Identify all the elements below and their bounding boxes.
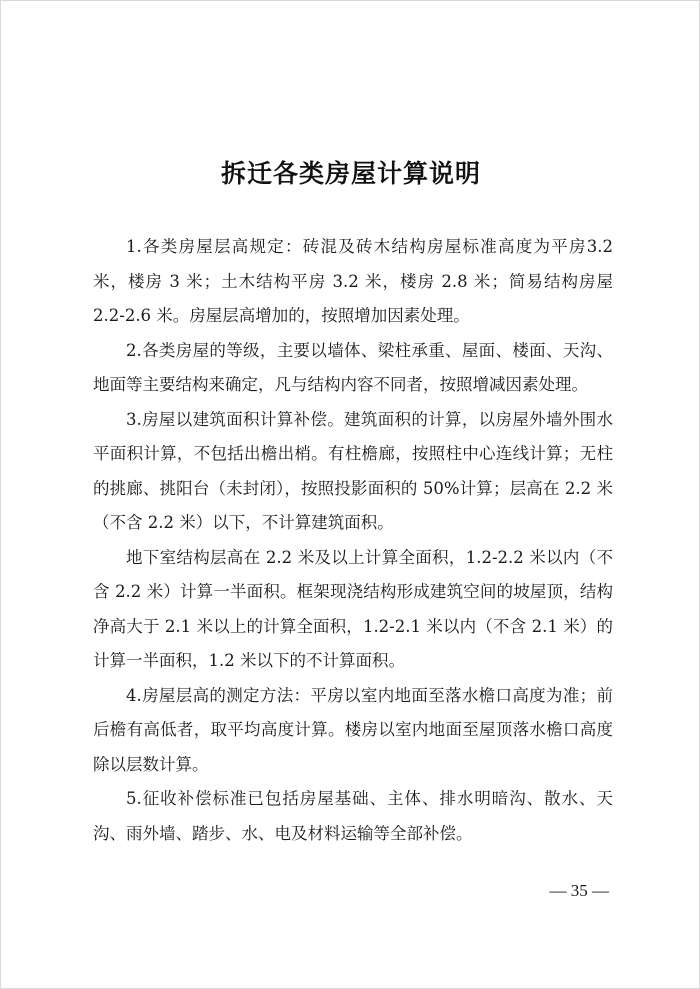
page-title: 拆迁各类房屋计算说明: [220, 159, 481, 188]
paragraph-1: 1.各类房屋层高规定：砖混及砖木结构房屋标准高度为平房3.2 米，楼房 3 米；土木结构平房 3.2 米，楼房 2.8 米；简易结构房屋 2.2-2.6 米。房屋层高增加的，按照增加因素处理。: [93, 237, 613, 325]
paragraph-5: 4.房屋层高的测定方法：平房以室内地面至落水檐口高度为准；前后檐有高低者，取平均高度计算。楼房以室内地面至屋顶落水檐口高度除以层数计算。: [93, 685, 613, 774]
paragraph-4: 地下室结构层高在 2.2 米及以上计算全面积，1.2-2.2 米以内（不含 2.2 米）计算一半面积。框架现浇结构形成建筑空间的坡屋顶，结构净高大于 2.1 米以上的计算全面积，1.2-2.1 米以内（不含 2.1 米）的计算一半面积，1.2 米以下的不计算面积。: [93, 547, 613, 670]
paragraph-3: 3.房屋以建筑面积计算补偿。建筑面积的计算，以房屋外墙外围水平面积计算，不包括出檐出梢。有柱檐廊，按照柱中心连线计算；无柱的挑廊、挑阳台（未封闭），按照投影面积的 50%计算；层高在 2.2 米（不含 2.2 米）以下，不计算建筑面积。: [93, 409, 613, 532]
paragraph-2: 2.各类房屋的等级，主要以墙体、梁柱承重、屋面、楼面、天沟、地面等主要结构来确定，凡与结构内容不同者，按照增减因素处理。: [93, 340, 613, 394]
paragraph-6: 5.征收补偿标准已包括房屋基础、主体、排水明暗沟、散水、天沟、雨外墙、踏步、水、电及材料运输等全部补偿。: [93, 789, 613, 843]
body-text: [93, 230, 613, 851]
page-number: — 35 —: [549, 881, 609, 900]
